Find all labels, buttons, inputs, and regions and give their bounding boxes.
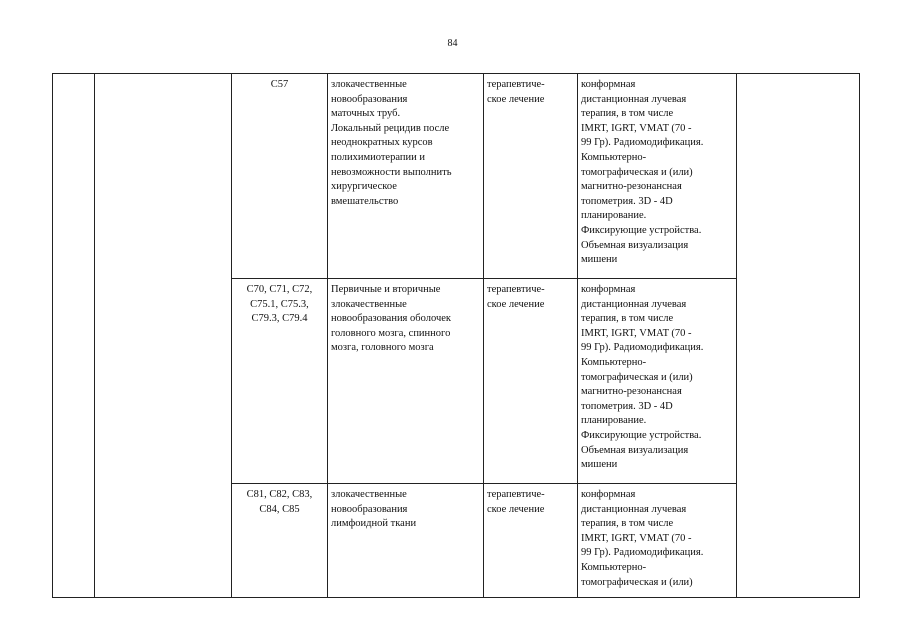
diagnosis-cell: злокачественные новообразования маточных труб. Локальный рецидив после неоднократных курсов полихимиотерапии и невозможности выполнить хирургическое вмешательство — [328, 74, 484, 279]
method-cell: конформная дистанционная лучевая терапия, в том числе IMRT, IGRT, VMAT (70 - 99 Гр). Радиомодификация. Компьютерно- томографическая и (или) магнитно-резонансная топометрия. 3D - 4D планирование. Фиксирующие устройства. Объемная визуализация мишени — [578, 279, 737, 484]
diagnosis-cell: Первичные и вторичные злокачественные новообразования оболочек головного мозга, спинного мозга, головного мозга — [328, 279, 484, 484]
diagnosis-cell: злокачественные новообразования лимфоидной ткани — [328, 484, 484, 598]
icd-code-cell: C70, C71, C72, C75.1, C75.3, C79.3, C79.4 — [232, 279, 328, 484]
method-cell: конформная дистанционная лучевая терапия, в том числе IMRT, IGRT, VMAT (70 - 99 Гр). Радиомодификация. Компьютерно- томографическая и (или) — [578, 484, 737, 598]
row-number-cell — [53, 74, 95, 598]
treatment-type-cell: терапевтиче- ское лечение — [484, 484, 578, 598]
cost-cell — [737, 74, 860, 598]
icd-code-cell: C57 — [232, 74, 328, 279]
treatment-type-cell: терапевтиче- ское лечение — [484, 279, 578, 484]
table-row — [53, 74, 860, 279]
icd-code-cell: C81, C82, C83, C84, C85 — [232, 484, 328, 598]
method-cell: конформная дистанционная лучевая терапия, в том числе IMRT, IGRT, VMAT (70 - 99 Гр). Радиомодификация. Компьютерно- томографическая и (или) магнитно-резонансная топометрия. 3D - 4D планирование. Фиксирующие устройства. Объемная визуализация мишени — [578, 74, 737, 279]
page-number: 84 — [447, 38, 458, 49]
treatment-table — [52, 73, 860, 598]
procedure-name-cell — [95, 74, 232, 598]
treatment-type-cell: терапевтиче- ское лечение — [484, 74, 578, 279]
